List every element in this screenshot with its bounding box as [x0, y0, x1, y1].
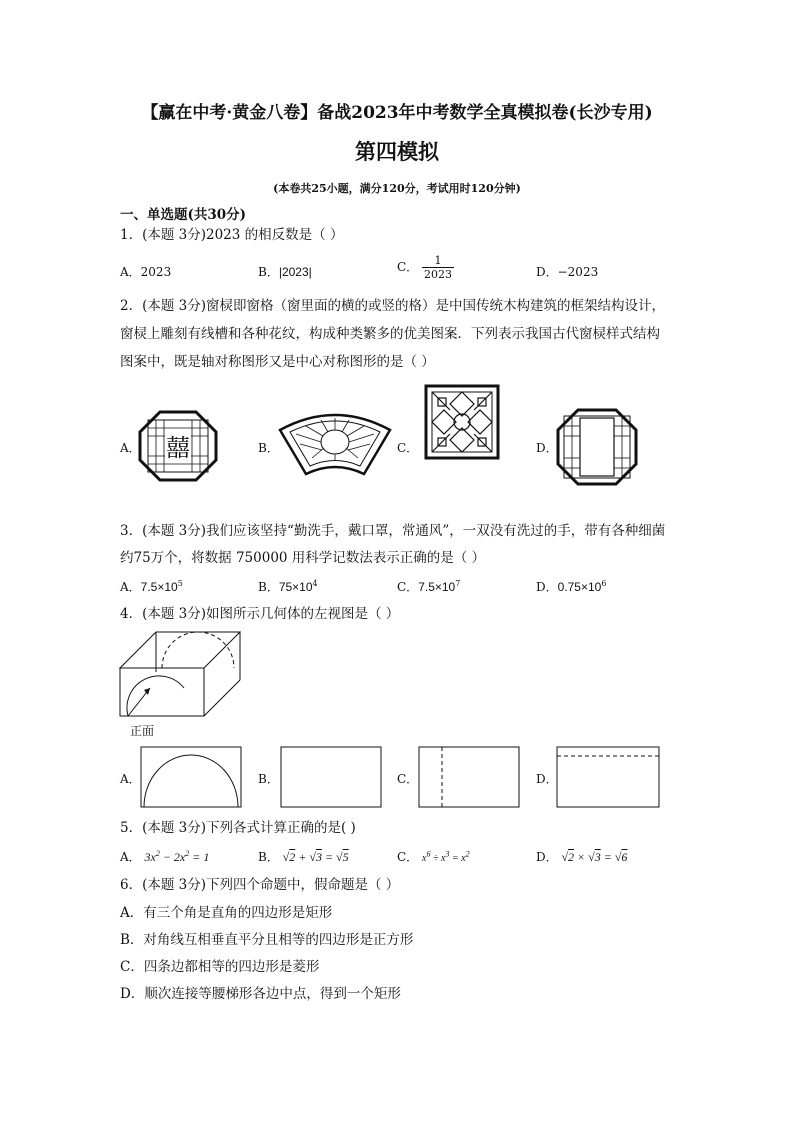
fraction: [422, 254, 454, 281]
exam-note: (本卷共25小题，满分120分，考试用时120分钟): [273, 182, 521, 195]
q5-option-d[interactable]: [536, 848, 627, 865]
fraction-denominator: 2023: [424, 268, 453, 281]
q5-option-a[interactable]: [120, 848, 209, 865]
section-title: 一、单选题(共30分): [120, 207, 247, 223]
q1-option-d[interactable]: D．−2023: [536, 265, 599, 279]
option-base: 7.5×10: [140, 580, 178, 594]
option-label: B．: [258, 850, 279, 864]
q3-stem-line1: 3．(本题 3分)我们应该坚持“勤洗手，戴口罩，常通风”，一双没有洗过的手，带有各种细菌: [120, 523, 666, 539]
q6-option-a[interactable]: A．有三个角是直角的四边形是矩形: [120, 905, 333, 921]
q4-option-c-dashed-vertical-view[interactable]: [418, 746, 520, 808]
q4-option-b-label[interactable]: B．: [258, 772, 279, 786]
q2-stem-line2: 窗棂上雕刻有线槽和各种花纹，构成种类繁多的优美图案．下列表示我国古代窗棂样式结构: [120, 326, 660, 342]
q4-option-b-rectangle-view[interactable]: [280, 746, 382, 808]
option-expression: $3x^2 - 2x^2 = 1$: [144, 849, 210, 864]
q1-stem: 1．(本题 3分)2023 的相反数是（ ）: [120, 227, 344, 243]
q4-option-a-arch-view[interactable]: [140, 746, 242, 808]
q2-option-b-fan-window-icon[interactable]: [276, 408, 394, 478]
option-label: B．: [258, 265, 279, 279]
option-label: C．: [397, 850, 419, 864]
option-label: A．: [120, 580, 141, 594]
q5-stem: 5．(本题 3分)下列各式计算正确的是( ): [120, 820, 356, 836]
option-label: D．: [536, 580, 558, 594]
q5-option-c[interactable]: [397, 848, 470, 865]
q1-option-b[interactable]: [258, 263, 312, 280]
fraction-numerator: 1: [422, 254, 454, 268]
option-exponent: 6: [601, 579, 607, 588]
q1-option-c[interactable]: [397, 254, 454, 281]
q4-option-d-dashed-horizontal-view[interactable]: [556, 746, 660, 808]
q2-option-c-label[interactable]: C．: [397, 441, 419, 455]
option-label: D．: [536, 850, 558, 864]
q2-option-c-square-window-icon[interactable]: [424, 384, 500, 460]
option-label: A．: [120, 850, 141, 864]
q6-option-c[interactable]: C．四条边都相等的四边形是菱形: [120, 959, 320, 975]
q4-front-label: 正面: [130, 724, 155, 738]
q4-stem: 4．(本题 3分)如图所示几何体的左视图是（ ）: [120, 606, 400, 622]
q3-option-c[interactable]: [397, 578, 460, 595]
option-expression: √2 × √3 = √6: [561, 850, 628, 864]
option-label: C．: [397, 580, 419, 594]
q5-option-b[interactable]: [258, 848, 349, 865]
q2-option-d-octagon-window-icon[interactable]: [556, 408, 638, 486]
q4-solid-figure: [118, 630, 243, 722]
q2-stem-line3: 图案中，既是轴对称图形又是中心对称图形的是（ ）: [120, 354, 435, 370]
option-value: |2023|: [278, 265, 312, 279]
option-base: 75×10: [278, 580, 313, 594]
q4-option-c-label[interactable]: C．: [397, 772, 419, 786]
option-expression: √2 + √3 = √5: [282, 850, 349, 864]
q2-option-a-label[interactable]: A．: [120, 441, 141, 455]
option-expression: $x^6 \div x^3 = x^2$: [422, 849, 470, 864]
option-label: C．: [397, 260, 419, 274]
q6-option-b[interactable]: B．对角线互相垂直平分且相等的四边形是正方形: [120, 932, 414, 948]
q1-option-a[interactable]: A．2023: [120, 265, 172, 279]
q4-option-a-label[interactable]: A．: [120, 772, 141, 786]
option-label: B．: [258, 580, 279, 594]
q6-option-d[interactable]: D．顺次连接等腰梯形各边中点，得到一个矩形: [120, 986, 401, 1002]
svg-text:囍: 囍: [166, 434, 190, 462]
q6-stem: 6．(本题 3分)下列四个命题中，假命题是（ ）: [120, 877, 400, 893]
q2-option-a-window-icon[interactable]: [138, 410, 218, 482]
option-base: 0.75×10: [557, 580, 602, 594]
q3-option-a[interactable]: [120, 578, 183, 595]
option-base: 7.5×10: [418, 580, 456, 594]
exam-title: 【赢在中考·黄金八卷】备战2023年中考数学全真模拟卷(长沙专用): [141, 103, 653, 123]
option-exponent: 7: [455, 579, 461, 588]
q2-stem-line1: 2．(本题 3分)窗棂即窗格（窗里面的横的或竖的格）是中国传统木构建筑的框架结构设计，: [120, 298, 666, 314]
q3-option-b[interactable]: [258, 578, 318, 595]
q2-option-b-label[interactable]: B．: [258, 441, 279, 455]
q2-option-d-label[interactable]: D．: [536, 441, 558, 455]
exam-subtitle: 第四模拟: [355, 139, 439, 164]
q3-option-d[interactable]: [536, 578, 606, 595]
q3-stem-line2: 约75万个，将数据 750000 用科学记数法表示正确的是（ ）: [120, 550, 486, 566]
option-exponent: 4: [312, 579, 318, 588]
q4-option-d-label[interactable]: D．: [536, 772, 558, 786]
option-exponent: 5: [177, 579, 183, 588]
